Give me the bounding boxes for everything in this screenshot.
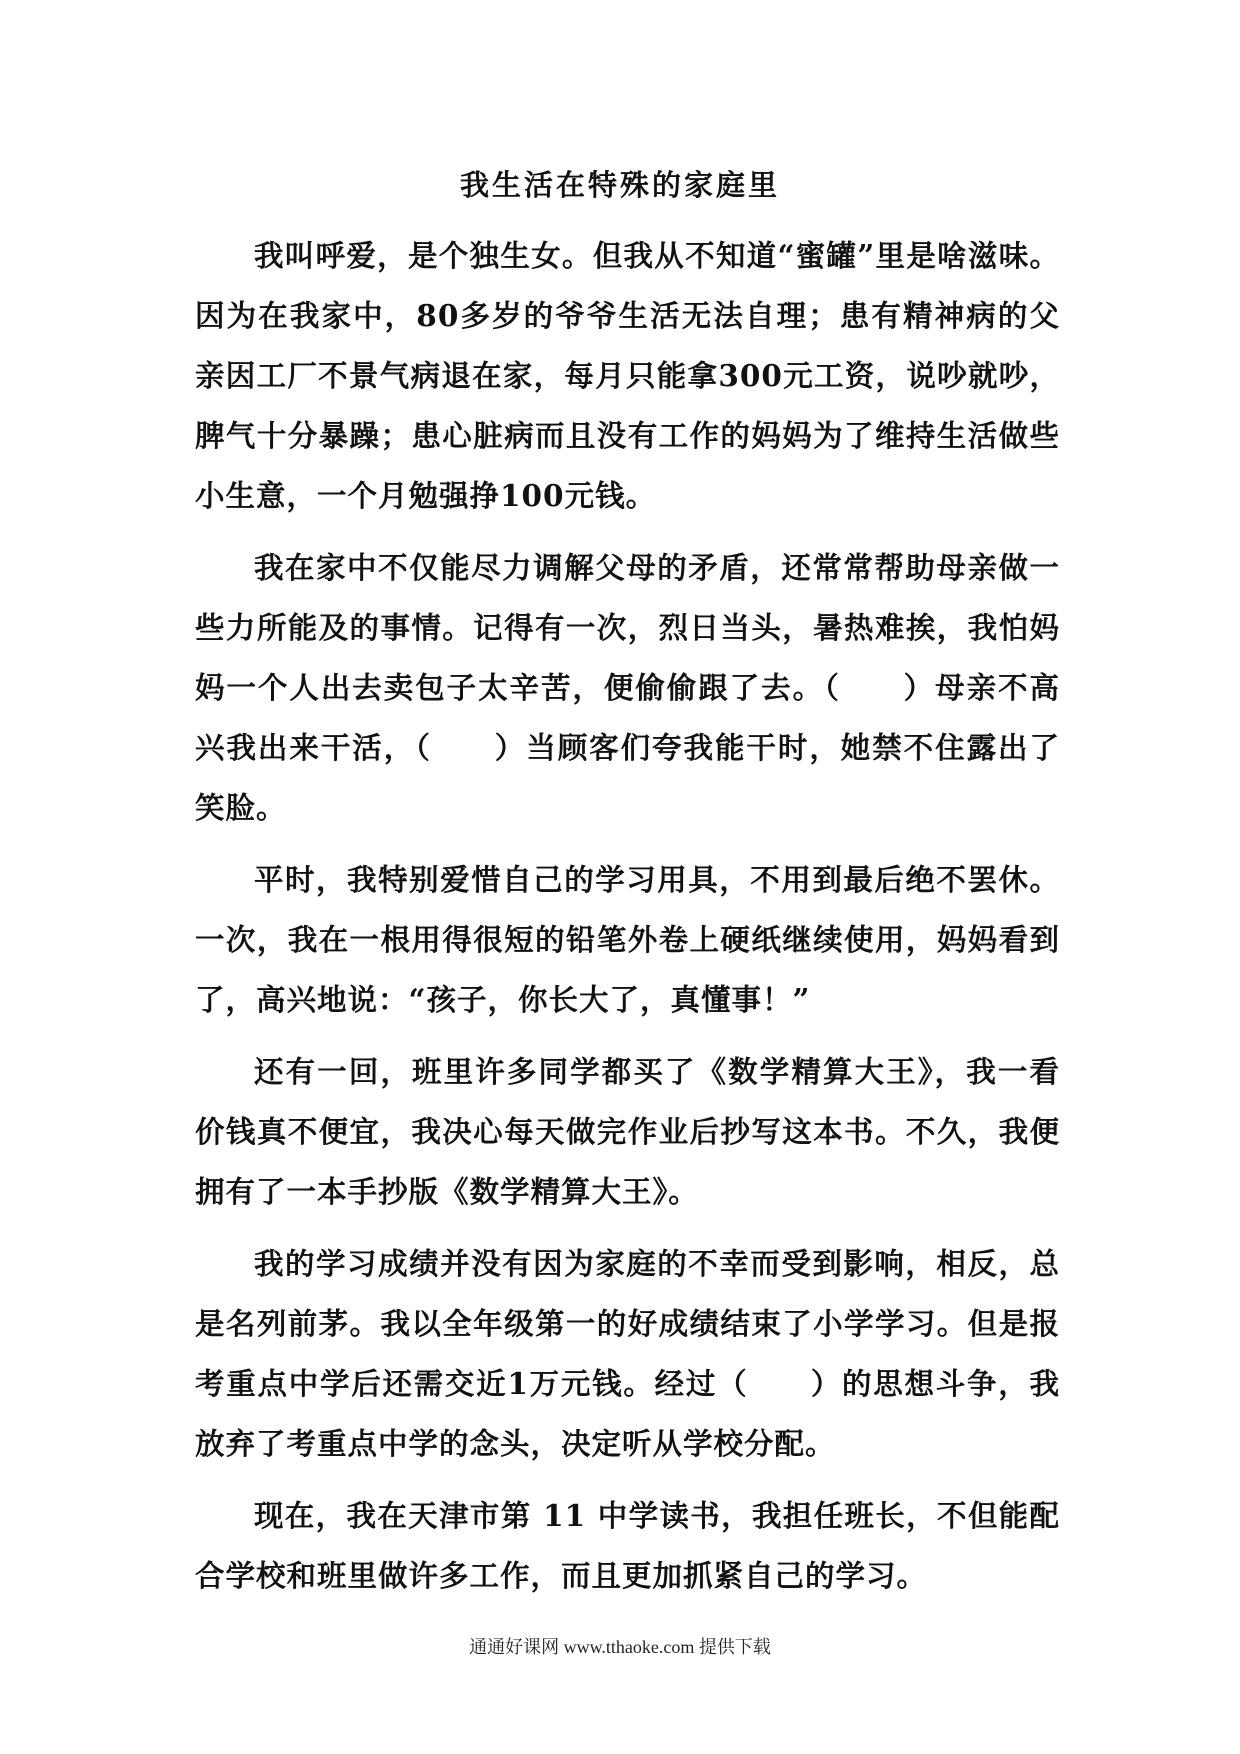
page-title: 我生活在特殊的家庭里	[459, 168, 780, 202]
paragraph-5: 我的学习成绩并没有因为家庭的不幸而受到影响，相反，总是名列前茅。我以全年级第一的好成绩结束了小学学习。但是报考重点中学后还需交近1万元钱。经过（ ）的思想斗争，我放弃了考重点中学的念头，决定听从学校分配。	[195, 1246, 1060, 1461]
paragraph-2: 我在家中不仅能尽力调解父母的矛盾，还常常帮助母亲做一些力所能及的事情。记得有一次，烈日当头，暑热难挨，我怕妈妈一个人出去卖包子太辛苦，便偷偷跟了去。（ ）母亲不高兴我出来干活，（ ）当顾客们夸我能干时，她禁不住露出了笑脸。	[195, 550, 1060, 825]
article-body	[195, 226, 1060, 1618]
paragraph-6: 现在，我在天津市第 11 中学读书，我担任班长，不但能配合学校和班里做许多工作，而且更加抓紧自己的学习。	[195, 1498, 1060, 1593]
footer-watermark: 通通好课网 www.tthaoke.com 提供下载	[469, 1637, 771, 1657]
paragraph-3: 平时，我特别爱惜自己的学习用具，不用到最后绝不罢休。一次，我在一根用得很短的铅笔外卷上硬纸继续使用，妈妈看到了，高兴地说：“孩子，你长大了，真懂事！”	[195, 862, 1060, 1017]
paragraph-1: 我叫呼爱，是个独生女。但我从不知道“蜜罐”里是啥滋味。因为在我家中，80多岁的爷爷生活无法自理；患有精神病的父亲因工厂不景气病退在家，每月只能拿300元工资，说吵就吵，脾气十分暴躁；患心脏病而且没有工作的妈妈为了维持生活做些小生意，一个月勉强挣100元钱。	[195, 238, 1060, 513]
paragraph-4: 还有一回，班里许多同学都买了《数学精算大王》，我一看价钱真不便宜，我决心每天做完作业后抄写这本书。不久，我便拥有了一本手抄版《数学精算大王》。	[195, 1054, 1060, 1209]
